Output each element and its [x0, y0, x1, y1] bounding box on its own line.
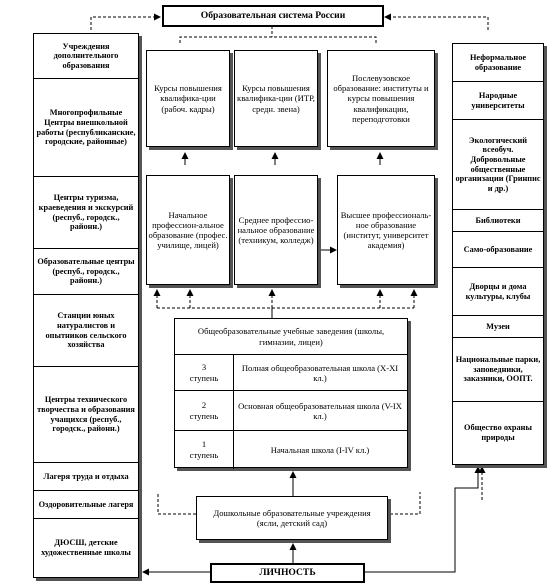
left-item-young-naturalists: Станции юных натуралистов и опытников сельского хозяйства: [34, 295, 138, 367]
box-qualification-courses-engineers: Курсы повышения квалифика-ции (ИТР, средн. звена): [234, 50, 318, 147]
box-postgraduate-education: Послевузовское образование: институты и курсы повышения квалификации, переподготовки: [327, 50, 435, 147]
right-item-culture-palaces: Дворцы и дома культуры, клубы: [453, 268, 543, 316]
left-item-technical-creativity: Центры технического творчества и образования учащихся (респуб., городск., районн.): [34, 367, 138, 463]
stage-3-name: Полная общеобразовательная школа (X-XI кл.): [241, 362, 399, 383]
right-item-self-education: Само-образование: [453, 232, 543, 268]
left-item-tourism-centers: Центры туризма, краеведения и экскурсий (респуб., городск., районн.): [34, 177, 138, 249]
right-item-national-parks: Национальные парки, заповедники, заказники, ООПТ.: [453, 338, 543, 402]
stage-1-name: Начальная школа (I-IV кл.): [270, 444, 370, 455]
right-item-libraries: Библиотеки: [453, 210, 543, 232]
stage-3-row: [175, 354, 407, 391]
general-school-header: Общеобразовательные учебные заведения (школы, гимназии, лицеи): [197, 325, 385, 347]
box-qualification-courses-workers: Курсы повышения квалифика-ции (рабоч. кадры): [146, 50, 230, 147]
stage-2-row: [175, 390, 407, 431]
diagram-title: Образовательная система России: [162, 5, 384, 27]
left-item-multiprofile-centers: Многопрофильные Центры внешкольной работы (республиканские, городские, районные): [34, 79, 138, 177]
left-item-labour-camps: Лагеря труда и отдыха: [34, 463, 138, 491]
stage-3-label: 3 ступень: [175, 355, 234, 391]
box-secondary-vocational: Среднее профессио-нальное образование (техникум, колледж): [234, 175, 318, 285]
right-item-nature-society: Общество охраны природы: [464, 423, 532, 442]
left-item-sport-art-schools: ДЮСШ, детские художественные школы: [41, 538, 131, 557]
box-preschool: Дошкольные образовательные учреждения (ясли, детский сад): [196, 496, 388, 540]
left-item-education-centers: Образовательные центры (респуб., городск., районн.): [34, 249, 138, 295]
stage-2-name: Основная общеобразовательная школа (V-IX кл.): [238, 400, 402, 421]
stage-2-label: 2 ступень: [175, 391, 234, 431]
stage-1-row: [175, 430, 407, 469]
left-item-header: Учреждения дополнительного образования: [34, 34, 138, 79]
box-primary-vocational: Начальное профессион-альное образование (профес. училище, лицей): [146, 175, 230, 285]
right-item-museums: Музеи: [453, 316, 543, 338]
right-column-informal-education: [452, 43, 544, 465]
box-person: ЛИЧНОСТЬ: [210, 563, 365, 583]
box-higher-education: Высшее профессиональ-ное образование (институт, университет академия): [337, 175, 435, 285]
left-item-health-camps: Оздоровительные лагеря: [34, 491, 138, 519]
left-column-additional-education: [33, 33, 139, 578]
right-item-informal-education: Неформальное образование: [453, 44, 543, 82]
stage-1-label: 1 ступень: [175, 431, 234, 469]
general-school-block: [174, 318, 408, 468]
right-item-folk-universities: Народные университеты: [453, 82, 543, 120]
right-item-eco-education: Экологический всеобуч. Добровольные общественные организации (Гринпис и др.): [453, 120, 543, 210]
